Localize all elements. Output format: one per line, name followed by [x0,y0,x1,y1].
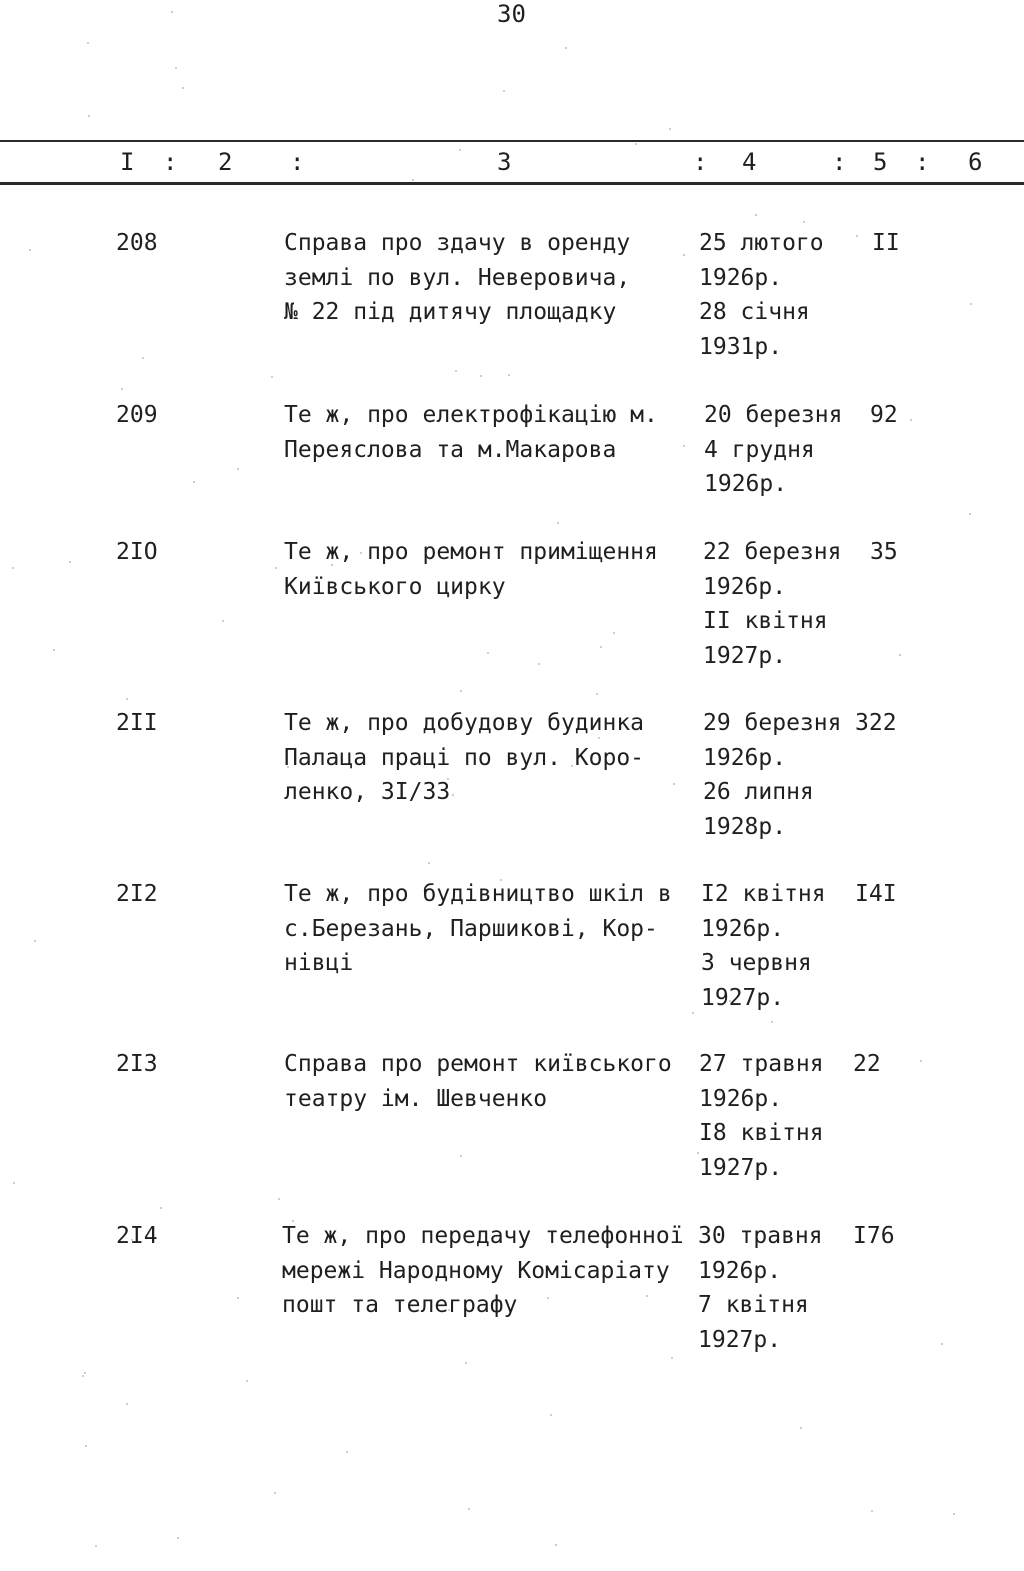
scan-speck [34,940,36,942]
scan-speck [803,221,805,223]
scan-speck [465,1362,467,1364]
entry-title-line: Київського цирку [284,573,506,600]
scan-speck [126,698,128,700]
scan-speck [275,567,277,569]
scan-speck [969,513,971,515]
entry-date-line: 1926р. [703,573,787,600]
scan-speck [237,1297,239,1299]
entry-dates [703,706,853,844]
scan-speck [182,87,184,89]
entry-dates [703,535,853,673]
entry-sheet-count: I4I [855,881,897,907]
entry-date-line: I2 квітня [701,881,826,907]
scan-speck [856,235,858,237]
entry-date-line: 25 лютого [699,230,824,256]
entry-date-line: 1931р. [699,333,783,360]
scan-speck [12,567,14,569]
scan-speck [274,1492,276,1494]
column-separator: : [290,148,305,176]
scan-speck [142,357,144,359]
entry-title-line: землі по вул. Неверовича, [284,264,631,291]
entry-title-line: мережі Народному Комісаріату [282,1257,670,1284]
scan-speck [84,1372,86,1374]
column-header-2: 2 [218,148,233,176]
entry-title-line: с.Березань, Паршикові, Кор- [284,915,658,942]
scan-speck [193,481,195,483]
column-header-6: 6 [968,148,983,176]
entry-dates [699,1047,849,1185]
column-separator: : [915,148,930,176]
scan-speck [460,690,462,692]
scan-speck [671,1357,673,1359]
entry-sheet-count: I76 [853,1223,895,1249]
scan-speck [771,1021,773,1023]
scan-speck [95,1545,97,1547]
entry-title-line: Те ж, про електрофікацію м. [284,402,658,428]
entry-title-line: театру ім. Шевченко [284,1085,548,1112]
entry-date-line: 1926р. [699,1085,783,1112]
entry-date-line: 7 квітня [698,1292,809,1318]
scan-speck [613,632,615,634]
scan-speck [899,654,901,656]
entry-date-line: 29 березня [703,710,842,736]
entry-title [284,535,684,604]
entry-date-line: II квітня [703,608,828,634]
entry-number: 2II [116,710,158,736]
entry-dates [698,1219,848,1357]
entry-title-line: Справа про здачу в оренду [284,230,631,256]
entry-dates [701,877,851,1015]
scan-speck [222,620,224,622]
scan-speck [412,179,414,181]
entry-title [284,398,684,467]
scan-speck [13,1182,15,1184]
column-header-5: 5 [873,148,888,176]
entry-date-line: 1926р. [698,1257,782,1284]
entry-sheet-count: 92 [870,402,898,428]
entry-date-line: 1928р. [703,813,787,840]
entry-title-line: Переяслова та м.Макарова [284,436,617,463]
entry-dates [699,226,849,364]
entry-title-line: Те ж, про добудову будинка [284,710,645,736]
entry-title-line: Те ж, про ремонт приміщення [284,539,658,565]
entry-title [284,706,684,810]
entry-date-line: 28 січня [699,299,810,325]
scan-speck [538,663,540,665]
scan-speck [635,143,637,145]
entry-number: 2I4 [116,1223,158,1249]
scan-speck [88,115,90,117]
entry-date-line: 20 березня [704,402,843,428]
scan-speck [160,1207,162,1209]
entry-date-line: 1927р. [699,1154,783,1181]
scan-speck [970,303,972,305]
entry-title [284,226,684,330]
entry-date-line: 1927р. [703,642,787,669]
scan-speck [487,652,489,654]
scan-speck [871,1510,873,1512]
entry-number: 2I2 [116,881,158,907]
entry-title-line: ленко, 3I/33 [284,779,451,805]
scan-speck [503,90,505,92]
entry-dates [704,398,854,502]
entry-sheet-count: 35 [870,539,898,565]
scan-speck [271,376,273,378]
entry-number: 2I3 [116,1051,158,1077]
entry-sheet-count: 22 [853,1051,881,1077]
scan-speck [237,468,239,470]
scan-speck [910,419,912,421]
scan-speck [800,1427,802,1429]
entry-title-line: Справа про ремонт київського [284,1051,672,1077]
entry-date-line: 1926р. [703,744,787,771]
scan-speck [87,42,89,44]
entry-date-line: 3 червня [701,950,812,976]
scan-speck [53,649,55,651]
scan-speck [920,1060,922,1062]
entry-date-line: 26 липня [703,779,814,805]
scan-speck [459,149,461,151]
scan-speck [555,1544,557,1546]
entry-date-line: 30 травня [698,1223,823,1249]
entry-number: 208 [116,230,158,256]
entry-date-line: 1927р. [698,1326,782,1353]
scan-speck [29,249,31,251]
scan-speck [126,1403,128,1405]
scan-speck [669,128,671,130]
entry-title-line: нівці [284,950,354,976]
entry-date-line: 1926р. [701,915,785,942]
entry-date-line: 1926р. [699,264,783,291]
entry-sheet-count: II [872,230,900,256]
scan-speck [460,1155,462,1157]
entry-title [282,1219,682,1323]
entry-sheet-count: 322 [855,710,897,736]
scan-speck [85,1445,87,1447]
entry-date-line: I8 квітня [699,1120,824,1146]
scan-speck [455,370,457,372]
entry-number: 209 [116,402,158,428]
header-rule-bottom [0,182,1024,185]
column-separator: : [163,148,178,176]
scan-speck [175,67,177,69]
column-header-1: I [120,148,135,176]
entry-date-line: 4 грудня [704,436,815,463]
column-header-4: 4 [742,148,757,176]
entry-title-line: Те ж, про передачу телефонної [282,1223,684,1249]
scan-speck [468,1508,470,1510]
page-number: 30 [497,0,526,28]
scan-speck [246,1380,248,1382]
scan-speck [557,522,559,524]
entry-title-line: Палаца праці по вул. Коро- [284,744,645,771]
scan-speck [480,375,482,377]
scan-speck [82,1375,84,1377]
scan-speck [692,1012,694,1014]
header-rule-top [0,140,1024,142]
entry-title [284,877,684,981]
scan-speck [177,1537,179,1539]
entry-title-line: № 22 під дитячу площадку [284,299,617,325]
column-header-3: 3 [497,148,512,176]
scan-speck [346,1451,348,1453]
scan-speck [596,693,598,695]
entry-title-line: Те ж, про будівництво шкіл в [284,881,672,907]
entry-date-line: 1927р. [701,984,785,1011]
entry-date-line: 22 березня [703,539,842,565]
scan-speck [508,374,510,376]
scan-speck [565,47,567,49]
scan-speck [953,1513,955,1515]
entry-number: 2IO [116,539,158,565]
entry-date-line: 1926р. [704,471,788,497]
scan-speck [278,1198,280,1200]
column-separator: : [832,148,847,176]
entry-title [284,1047,684,1116]
entry-date-line: 27 травня [699,1051,824,1077]
scan-speck [121,388,123,390]
scan-speck [550,1414,552,1416]
scan-speck [941,1343,943,1345]
scan-speck [600,646,602,648]
scan-speck [755,214,757,216]
entry-title-line: пошт та телеграфу [282,1292,518,1318]
scan-speck [69,561,71,563]
scan-speck [171,11,173,13]
column-separator: : [693,148,708,176]
scan-speck [428,862,430,864]
